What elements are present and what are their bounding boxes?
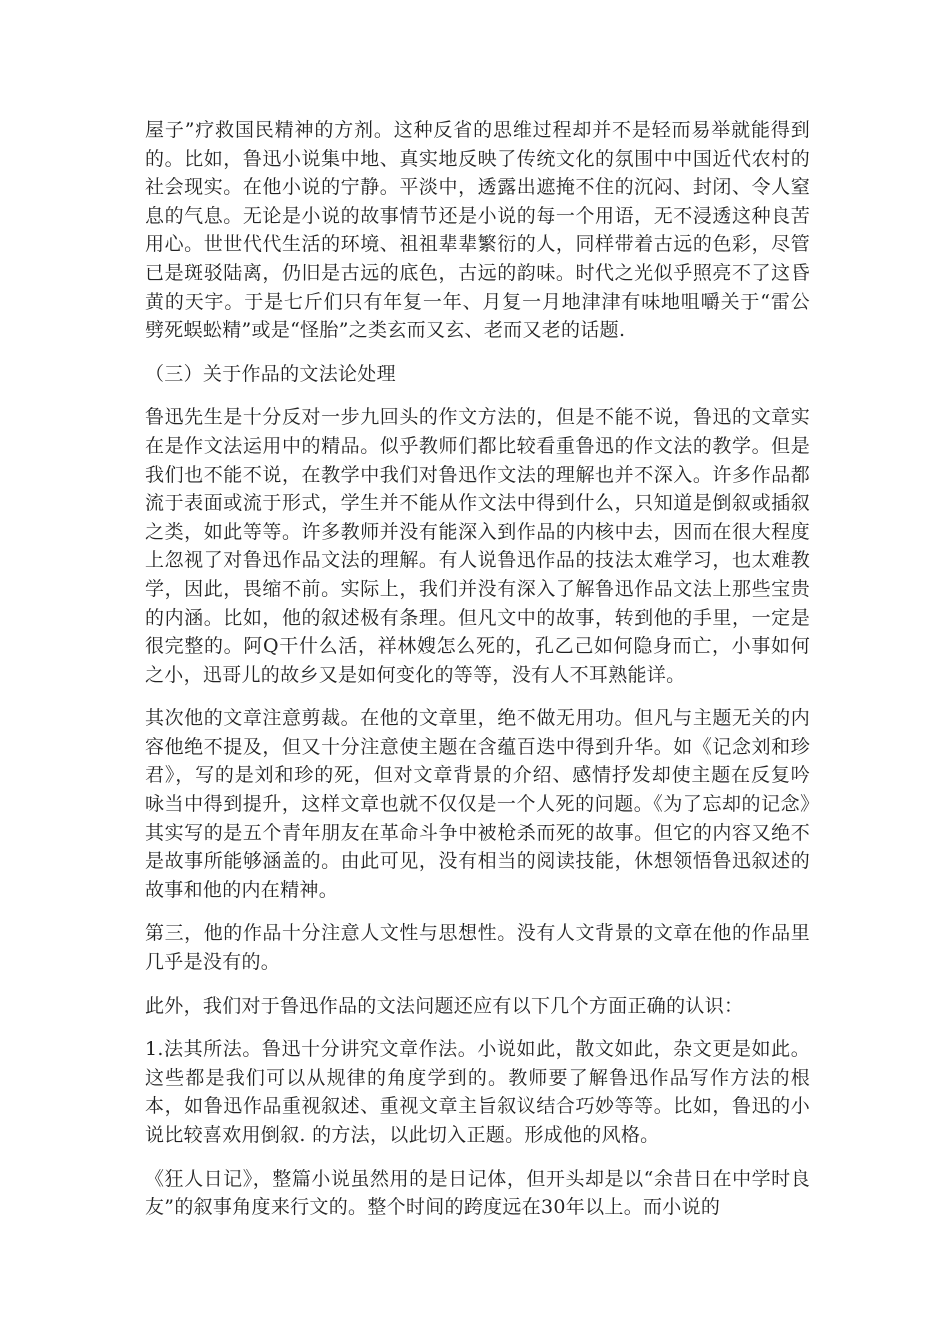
paragraph-6: 1.法其所法。鲁迅十分讲究文章作法。小说如此，散文如此，杂文更是如此。这些都是我们可以从规律的角度学到的。教师要了解鲁迅作品写作方法的根本，如鲁迅作品重视叙述、重视文章主旨叙议结合巧妙等等。比如，鲁迅的小说比较喜欢用倒叙. 的方法，以此切入正题。形成他的风格。 [145,1038,810,1146]
section-heading-3: （三）关于作品的文法论处理 [145,362,396,385]
paragraph-7: 《狂人日记》，整篇小说虽然用的是日记体，但开头却是以“余昔日在中学时良友”的叙事角度来行文的。整个时间的跨度远在30年以上。而小说的 [145,1167,810,1219]
paragraph-5: 此外，我们对于鲁迅作品的文法问题还应有以下几个方面正确的认识： [145,994,744,1017]
paragraph-4: 第三，他的作品十分注意人文性与思想性。没有人文背景的文章在他的作品里几乎是没有的。 [145,922,810,974]
paragraph-2: 鲁迅先生是十分反对一步九回头的作文方法的，但是不能不说，鲁迅的文章实在是作文法运用中的精品。似乎教师们都比较看重鲁迅的作文法的教学。但是我们也不能不说，在教学中我们对鲁迅作文法的理解也并不深入。许多作品都流于表面或流于形式，学生并不能从作文法中得到什么，只知道是倒叙或插叙之类，如此等等。许多教师并没有能深入到作品的内核中去，因而在很大程度上忽视了对鲁迅作品文法的理解。有人说鲁迅作品的技法太难学习，也太难教学，因此，畏缩不前。实际上，我们并没有深入了解鲁迅作品文法上那些宝贵的内涵。比如，他的叙述极有条理。但凡文中的故事，转到他的手里，一定是很完整的。阿Q干什么活，祥林嫂怎么死的，孔乙己如何隐身而亡，小事如何之小，迅哥儿的故乡又是如何变化的等等，没有人不耳熟能详。 [145,406,810,686]
paragraph-3: 其次他的文章注意剪裁。在他的文章里，绝不做无用功。但凡与主题无关的内容他绝不提及，但又十分注意使主题在含蕴百迭中得到升华。如《记念刘和珍君》，写的是刘和珍的死，但对文章背景的介绍、感情抒发却使主题在反复吟咏当中得到提升，这样文章也就不仅仅是一个人死的问题。《为了忘却的记念》其实写的是五个青年朋友在革命斗争中被枪杀而死的故事。但它的内容又绝不是故事所能够涵盖的。由此可见，没有相当的阅读技能，休想领悟鲁迅叙述的故事和他的内在精神。 [145,707,810,901]
paragraph-1: 屋子”疗救国民精神的方剂。这种反省的思维过程却并不是轻而易举就能得到的。比如，鲁迅小说集中地、真实地反映了传统文化的氛围中中国近代农村的社会现实。在他小说的宁静。平淡中，透露出遮掩不住的沉闷、封闭、令人窒息的气息。无论是小说的故事情节还是小说的每一个用语，无不浸透这种良苦用心。世世代代生活的环境、祖祖辈辈繁衍的人，同样带着古远的色彩，尽管已是斑驳陆离，仍旧是古远的底色，古远的韵味。时代之光似乎照亮不了这昏黄的天宇。于是七斤们只有年复一年、月复一月地津津有味地咀嚼关于“雷公劈死蜈蚣精”或是“怪胎”之类玄而又玄、老而又老的话题. [145,119,810,342]
document-body [145,116,810,1237]
